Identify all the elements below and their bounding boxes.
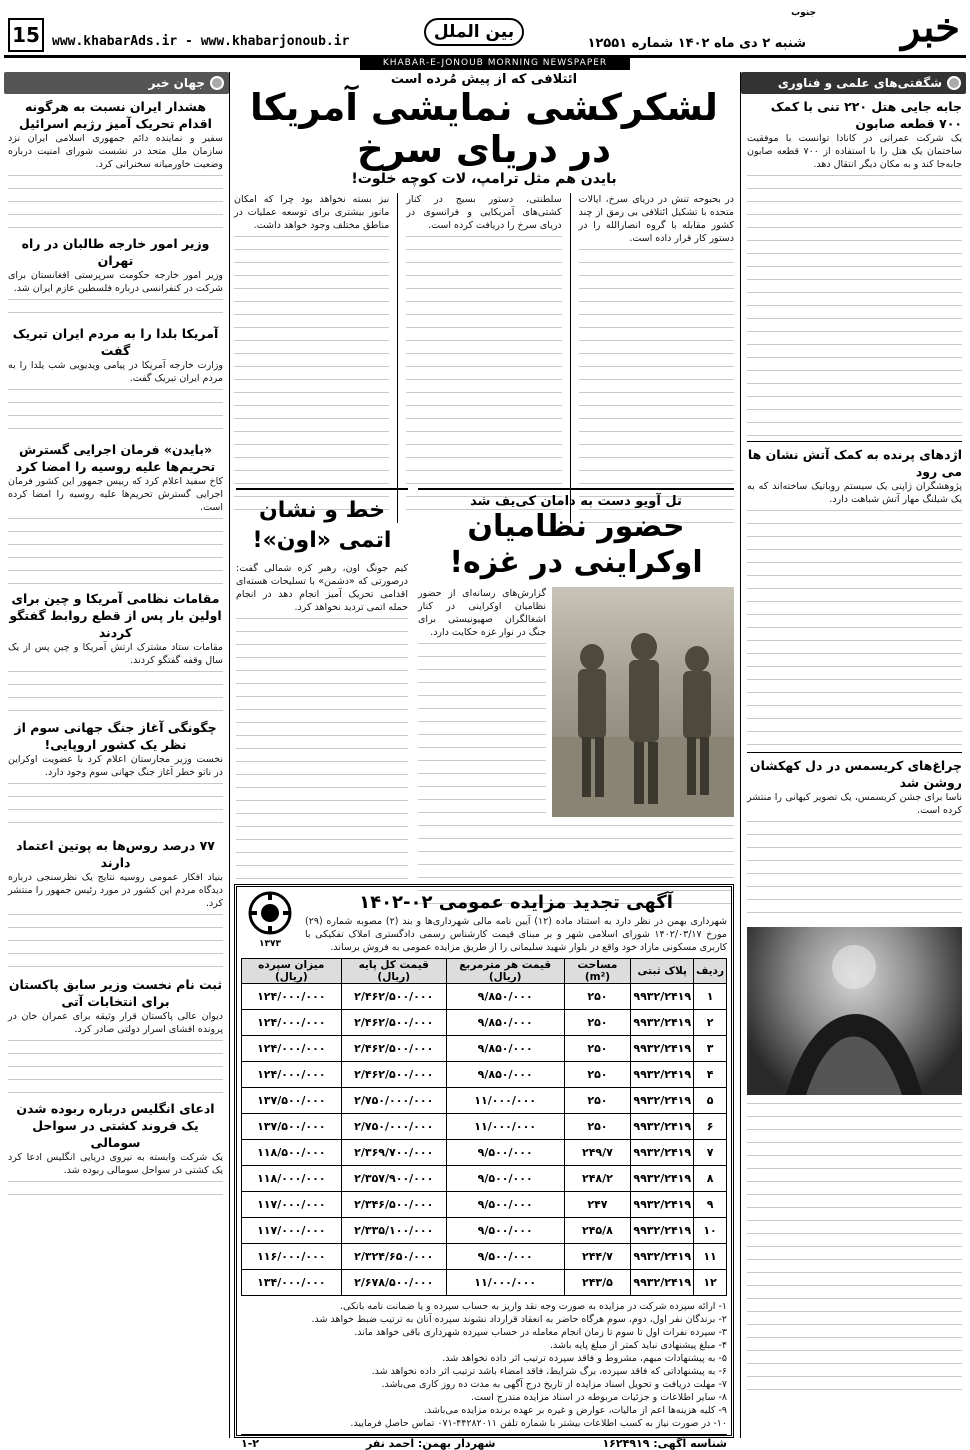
world-news-text: نخست وزیر مجارستان اعلام کرد با عضویت اوکراین در ناتو خطر آغاز جنگ جهانی سوم وجود دارد. bbox=[8, 754, 223, 778]
world-news-text: کاخ سفید اعلام کرد که رییس جمهور این کشور فرمان اجرایی گسترش تحریم‌ها علیه روسیه را امضا کرده است. bbox=[8, 476, 223, 513]
ad-table-cell: ۲/۷۵۰/۰۰۰/۰۰۰ bbox=[341, 1114, 446, 1140]
ad-table-row bbox=[242, 1114, 727, 1140]
ad-table-cell: ۶ bbox=[694, 1114, 727, 1140]
main-story-col1: در بحبوحه تنش در دریای سرخ، ایالات متحده با تشکیل ائتلافی بی رمق از چند کشور مقابله با گروه انصارالله را در دستور کار قرار داده است. bbox=[579, 193, 734, 523]
ad-table-cell: ۹۹۳۲/۲۴۱۹ bbox=[631, 1270, 694, 1296]
story-lead: ناسا برای جشن کریسمس، یک تصویر کیهانی را منتشر کرده است. bbox=[747, 792, 962, 816]
ad-table-cell: ۲۵۰ bbox=[564, 984, 631, 1010]
ad-table-cell: ۹۹۳۲/۲۴۱۹ bbox=[631, 1062, 694, 1088]
ad-table-cell: ۱۲۴/۰۰۰/۰۰۰ bbox=[242, 1036, 342, 1062]
world-news-item bbox=[8, 441, 223, 586]
story-title: جابه جایی هتل ۲۲۰ تنی با کمک ۷۰۰ قطعه صابون bbox=[770, 99, 962, 131]
ad-table-cell: ۱۰ bbox=[694, 1218, 727, 1244]
globe-icon bbox=[947, 76, 961, 90]
ad-table-cell: ۲/۳۶۹/۷۰۰/۰۰۰ bbox=[341, 1140, 446, 1166]
ad-condition: ۷- مهلت دریافت و تحویل اسناد مزایده از تاریخ درج آگهی به مدت ده روز کاری می‌باشد. bbox=[381, 1379, 727, 1390]
ad-condition: ۲- برندگان نفر اول، دوم، سوم هرگاه حاضر به انعقاد قرارداد نشوند سپرده آنان به ترتیب ضبط خواهد شد. bbox=[311, 1314, 727, 1325]
ad-table-cell: ۵ bbox=[694, 1088, 727, 1114]
website-links[interactable]: www.khabarAds.ir - www.khabarjonoub.ir bbox=[52, 34, 350, 49]
ad-table-cell: ۹/۵۰۰/۰۰۰ bbox=[446, 1218, 564, 1244]
story-title: چراغ‌های کریسمس در دل کهکشان روشن شد bbox=[749, 758, 962, 790]
page-number: 15 bbox=[8, 18, 44, 52]
ad-table-cell: ۲۴۹/۷ bbox=[564, 1140, 631, 1166]
ad-table-header: مساحت (m²) bbox=[564, 959, 631, 984]
world-news-header: جهان خبر bbox=[4, 72, 229, 94]
english-ribbon: KHABAR-E-JONOUB MORNING NEWSPAPER bbox=[360, 56, 630, 70]
ad-table-row bbox=[242, 1140, 727, 1166]
story-body bbox=[747, 506, 962, 748]
ad-table-cell: ۱ bbox=[694, 984, 727, 1010]
ad-code: شناسه آگهی: ۱۶۲۴۹۱۹ bbox=[602, 1437, 727, 1450]
ad-table bbox=[241, 958, 727, 1296]
ad-table-cell: ۲/۳۵۷/۹۰۰/۰۰۰ bbox=[341, 1166, 446, 1192]
science-column-header: شگفتی‌های علمی و فناوری bbox=[741, 72, 966, 94]
world-news-title: ثبت نام نخست وزیر سابق پاکستان برای انتخابات آتی bbox=[8, 977, 223, 1009]
ad-table-cell: ۱۱/۰۰۰/۰۰۰ bbox=[446, 1114, 564, 1140]
ad-table-cell: ۹۹۳۲/۲۴۱۹ bbox=[631, 1114, 694, 1140]
world-news-item bbox=[8, 837, 223, 972]
ad-table-cell: ۲۴۸/۲ bbox=[564, 1166, 631, 1192]
ad-table-row bbox=[242, 1244, 727, 1270]
ad-table-header: ردیف bbox=[694, 959, 727, 984]
ad-table-row bbox=[242, 1270, 727, 1296]
ad-table-cell: ۹۹۳۲/۲۴۱۹ bbox=[631, 1140, 694, 1166]
ad-table-cell: ۱۱۶/۰۰۰/۰۰۰ bbox=[242, 1244, 342, 1270]
ad-table-cell: ۲/۴۶۲/۵۰۰/۰۰۰ bbox=[341, 1010, 446, 1036]
ad-table-cell: ۹۹۳۲/۲۴۱۹ bbox=[631, 1036, 694, 1062]
world-news-text: بنیاد افکار عمومی روسیه نتایج یک نظرسنجی درباره دیدگاه مردم این کشور در مورد رئیس جمهور را منتشر کرد. bbox=[8, 872, 223, 909]
ad-table-header: پلاک ثبتی bbox=[631, 959, 694, 984]
main-story-col2: سلطنتی، دستور بسیج در کنار کشتی‌های آمریکایی و فرانسوی در دریای سرخ را دریافت کرده است. bbox=[406, 193, 561, 523]
ad-title: آگهی تجدید مزایده عمومی ۰۲-۱۴۰۲ bbox=[359, 892, 673, 913]
ad-table-cell: ۱۱۸/۰۰۰/۰۰۰ bbox=[242, 1166, 342, 1192]
newspaper-logo: خبر bbox=[901, 4, 960, 51]
ad-table-cell: ۹/۵۰۰/۰۰۰ bbox=[446, 1244, 564, 1270]
ad-table-header: میزان سپرده (ریال) bbox=[242, 959, 342, 984]
main-story-title: لشکرکشی نمایشی آمریکا در دریای سرخ bbox=[250, 86, 718, 171]
world-news-title: وزیر امور خارجه طالبان در راه تهران bbox=[21, 236, 210, 268]
ad-table-cell: ۲۴۵/۸ bbox=[564, 1218, 631, 1244]
world-news-item bbox=[8, 590, 223, 715]
world-news-item bbox=[8, 98, 223, 231]
ad-table-cell: ۱۱/۰۰۰/۰۰۰ bbox=[446, 1088, 564, 1114]
ad-table-cell: ۹/۸۵۰/۰۰۰ bbox=[446, 1062, 564, 1088]
dateline: شنبه ۲ دی ماه ۱۴۰۲ شماره ۱۲۵۵۱ bbox=[587, 36, 806, 51]
story-title: اژدهای پرنده به کمک آتش نشان ها می رود bbox=[747, 447, 962, 479]
world-news-column bbox=[4, 72, 230, 1438]
ad-condition: ۶- به پیشنهاداتی که فاقد سپرده، برگ شرایط، فاقد امضاء باشد ترتیب اثر داده نخواهد شد. bbox=[371, 1366, 727, 1377]
logo-subtitle: جنوب bbox=[791, 8, 816, 18]
ad-table-cell: ۲۵۰ bbox=[564, 1062, 631, 1088]
ad-table-cell: ۹/۵۰۰/۰۰۰ bbox=[446, 1166, 564, 1192]
world-news-title: آمریکا بلدا را به مردم ایران تبریک گفت bbox=[12, 326, 219, 358]
ad-table-cell: ۹۹۳۲/۲۴۱۹ bbox=[631, 1088, 694, 1114]
ad-table-cell: ۹۹۳۲/۲۴۱۹ bbox=[631, 1218, 694, 1244]
ad-table-cell: ۹/۸۵۰/۰۰۰ bbox=[446, 984, 564, 1010]
ad-table-cell: ۴ bbox=[694, 1062, 727, 1088]
world-news-text: مقامات ستاد مشترک ارتش آمریکا و چین پس از یک سال وقفه گفتگو کردند. bbox=[8, 642, 223, 666]
ad-table-cell: ۹/۸۵۰/۰۰۰ bbox=[446, 1036, 564, 1062]
ad-conditions bbox=[241, 1300, 727, 1430]
ad-table-cell: ۲/۴۶۲/۵۰۰/۰۰۰ bbox=[341, 1036, 446, 1062]
globe-icon bbox=[210, 76, 224, 90]
ad-condition: ۵- به پیشنهادات مبهم، مشروط و فاقد سپرده ترتیب اثر داده نخواهد شد. bbox=[442, 1353, 727, 1364]
ad-table-cell: ۲ bbox=[694, 1010, 727, 1036]
ad-table-cell: ۲۴۳/۵ bbox=[564, 1270, 631, 1296]
ad-table-row bbox=[242, 1192, 727, 1218]
ad-table-row bbox=[242, 1088, 727, 1114]
world-news-text: دیوان عالی پاکستان قرار وثیقه برای عمران خان در پرونده افشای اسرار دولتی صادر کرد. bbox=[8, 1011, 223, 1035]
ad-table-cell: ۲۵۰ bbox=[564, 1010, 631, 1036]
ad-table-cell: ۲/۷۵۰/۰۰۰/۰۰۰ bbox=[341, 1088, 446, 1114]
world-news-title: «بایدن» فرمان اجرایی گسترش تحریم‌ها علیه روسیه را امضا کرد bbox=[15, 442, 216, 474]
story-lead: یک شرکت عمرانی در کانادا توانست با موفقیت ساختمان یک هتل را با استفاده از ۷۰۰ قطعه صابون جابه‌جا کند و به مکان دیگر انتقال دهد. bbox=[747, 133, 962, 170]
second-story-lead: گزارش‌های رسانه‌ای از حضور نظامیان اوکراینی در کنار اشغالگران صهیونیستی برای جنگ در نوار غزه حکایت دارد. bbox=[418, 588, 546, 638]
ad-table-cell: ۷ bbox=[694, 1140, 727, 1166]
ad-table-cell: ۹۹۳۲/۲۴۱۹ bbox=[631, 1192, 694, 1218]
side-story-title: خط و نشان اتمی «اون»! bbox=[252, 498, 392, 553]
ad-condition: ۹- کلیه هزینه‌ها اعم از مالیات، عوارض و غیره بر عهده برنده مزایده می‌باشد. bbox=[423, 1405, 727, 1416]
world-news-text: سفیر و نماینده دائم جمهوری اسلامی ایران نزد سازمان ملل متحد در نشست شورای امنیت درباره وضعیت خاورمیانه سخنرانی کرد. bbox=[8, 133, 223, 170]
second-story bbox=[418, 488, 734, 880]
ad-table-cell: ۲/۴۶۲/۵۰۰/۰۰۰ bbox=[341, 984, 446, 1010]
municipality-logo: ۱۳۷۳ bbox=[241, 891, 299, 949]
world-news-title: مقامات نظامی آمریکا و چین برای اولین بار پس از قطع روابط گفتگو کردند bbox=[9, 591, 222, 640]
ad-table-cell: ۲/۶۷۸/۵۰۰/۰۰۰ bbox=[341, 1270, 446, 1296]
main-story bbox=[234, 72, 734, 482]
ad-table-cell: ۹/۵۰۰/۰۰۰ bbox=[446, 1140, 564, 1166]
world-news-text: وزیر امور خارجه حکومت سرپرستی افغانستان برای شرکت در کنفرانسی درباره فلسطین عازم ایران شد. bbox=[8, 270, 223, 294]
ad-condition: ۳- سپرده نفرات اول تا سوم تا زمان انجام معامله در حساب سپرده شهرداری باقی خواهد ماند. bbox=[354, 1327, 727, 1338]
ad-table-row bbox=[242, 1218, 727, 1244]
main-story-kicker: ائتلافی که از پیش مُرده است bbox=[390, 72, 578, 87]
ad-table-row bbox=[242, 1010, 727, 1036]
ad-table-cell: ۲/۳۲۴/۶۵۰/۰۰۰ bbox=[341, 1244, 446, 1270]
ad-condition: ۱۰- در صورت نیاز به کسب اطلاعات بیشتر با شماره تلفن ۴۴۲۸۲۰۱۱-۰۷۱ تماس حاصل فرمایید. bbox=[350, 1418, 727, 1429]
story-lead: پژوهشگران ژاپنی یک سیستم روباتیک ساخته‌اند که به یک شیلنگ مهار آتش شباهت دارد. bbox=[747, 481, 962, 505]
side-story bbox=[236, 488, 408, 880]
world-news-item bbox=[8, 325, 223, 437]
side-story-lead: کیم جونگ اون، رهبر کره شمالی گفت: درصورتی که «دشمن» با تسلیحات هسته‌ای اقدامی تحریک آمیز انجام دهد در انجام حمله اتمی تردید نخواهد کرد. bbox=[236, 563, 408, 613]
ad-table-cell: ۲/۳۴۶/۵۰۰/۰۰۰ bbox=[341, 1192, 446, 1218]
ad-table-cell: ۹/۵۰۰/۰۰۰ bbox=[446, 1192, 564, 1218]
ad-table-cell: ۹۹۳۲/۲۴۱۹ bbox=[631, 1166, 694, 1192]
masthead bbox=[4, 4, 966, 58]
ad-table-header: قیمت هر مترمربع (ریال) bbox=[446, 959, 564, 984]
world-news-item bbox=[8, 976, 223, 1096]
ad-table-cell: ۱۲۴/۰۰۰/۰۰۰ bbox=[242, 1062, 342, 1088]
ad-table-cell: ۹۹۳۲/۲۴۱۹ bbox=[631, 1010, 694, 1036]
story-body bbox=[747, 817, 962, 923]
story-body bbox=[747, 1099, 962, 1399]
ad-table-cell: ۱۱۷/۰۰۰/۰۰۰ bbox=[242, 1192, 342, 1218]
side-story-body bbox=[236, 614, 408, 882]
world-news-item bbox=[8, 235, 223, 321]
second-story-kicker: تل آویو دست به دامان کی‌یف شد bbox=[470, 494, 682, 509]
world-news-text: یک شرکت وابسته به نیروی دریایی انگلیس ادعا کرد یک کشتی در سواحل سومالی ربوده شد. bbox=[8, 1152, 223, 1176]
ad-table-cell: ۹ bbox=[694, 1192, 727, 1218]
auction-ad bbox=[234, 884, 734, 1450]
world-news-text: وزارت خارجه آمریکا در پیامی ویدیویی شب یلدا را به مردم ایران تبریک گفت. bbox=[8, 360, 223, 384]
story-body bbox=[747, 171, 962, 437]
ad-condition: ۴- مبلغ پیشنهادی نباید کمتر از مبلغ پایه باشد. bbox=[550, 1340, 727, 1351]
ad-table-cell: ۱۱ bbox=[694, 1244, 727, 1270]
main-story-col3: نیز بسته نخواهد بود چرا که امکان مانور بیشتری برای توسعه عملیات در مناطق مختلف وجود خواهد داشت. bbox=[234, 193, 389, 523]
ad-table-cell: ۹/۸۵۰/۰۰۰ bbox=[446, 1010, 564, 1036]
ad-table-cell: ۱۲۴/۰۰۰/۰۰۰ bbox=[242, 1010, 342, 1036]
ad-table-row bbox=[242, 1062, 727, 1088]
ad-table-cell: ۱۱/۰۰۰/۰۰۰ bbox=[446, 1270, 564, 1296]
world-news-item bbox=[8, 1100, 223, 1207]
ad-condition: ۱- ارائه سپرده شرکت در مزایده به صورت وجه نقد واریز به حساب سپرده و یا ضمانت نامه بانکی. bbox=[340, 1301, 727, 1312]
ad-table-cell: ۲۴۷ bbox=[564, 1192, 631, 1218]
world-news-title: چگونگی آغاز جنگ جهانی سوم از نظر یک کشور اروپایی! bbox=[14, 720, 217, 752]
section-label: بین الملل bbox=[424, 18, 524, 46]
ad-table-cell: ۲۵۰ bbox=[564, 1088, 631, 1114]
ad-table-cell: ۱۱۷/۰۰۰/۰۰۰ bbox=[242, 1218, 342, 1244]
world-news-title: ادعای انگلیس درباره ربوده شدن یک فروند کشتی در سواحل سومالی bbox=[16, 1101, 215, 1150]
ad-table-cell: ۱۲۴/۰۰۰/۰۰۰ bbox=[242, 984, 342, 1010]
ad-condition: ۸- سایر اطلاعات و جزئیات مربوطه در اسناد مزایده مندرج است. bbox=[470, 1392, 727, 1403]
ad-table-cell: ۲۵۰ bbox=[564, 1114, 631, 1140]
ad-table-cell: ۲/۴۶۲/۵۰۰/۰۰۰ bbox=[341, 1062, 446, 1088]
ad-ref: ۱-۲ bbox=[241, 1437, 259, 1450]
world-news-item bbox=[8, 719, 223, 833]
ad-table-cell: ۲۴۴/۷ bbox=[564, 1244, 631, 1270]
ad-table-cell: ۹۹۳۲/۲۴۱۹ bbox=[631, 984, 694, 1010]
soldiers-photo bbox=[552, 587, 734, 817]
ad-table-cell: ۲/۳۳۵/۱۰۰/۰۰۰ bbox=[341, 1218, 446, 1244]
ad-table-cell: ۲۵۰ bbox=[564, 1036, 631, 1062]
ad-table-header: قیمت کل پایه (ریال) bbox=[341, 959, 446, 984]
ad-table-row bbox=[242, 1166, 727, 1192]
ad-table-cell: ۱۳۷/۵۰۰/۰۰۰ bbox=[242, 1088, 342, 1114]
ad-table-cell: ۱۲ bbox=[694, 1270, 727, 1296]
ad-table-cell: ۱۳۴/۰۰۰/۰۰۰ bbox=[242, 1270, 342, 1296]
ad-signer: شهردار بهمن: احمد نفر bbox=[365, 1437, 496, 1450]
ad-intro: شهرداری بهمن در نظر دارد به استناد ماده (۱۲) آیین نامه مالی شهرداری‌ها و بند (۲) مصوبه شماره (۲۹) مورخ ۱۴۰۲/۰۳/۱۷ شورای اسلامی شهر و بر مبنای قیمت کارشناس رسمی دادگستری املاک تفکیکی با کاربری مسکونی مازاد خود واقع در بلوار شهید سلیمانی را از طریق مزایده عمومی به فروش برساند. bbox=[305, 916, 727, 953]
ad-table-row bbox=[242, 1036, 727, 1062]
world-news-title: ۷۷ درصد روس‌ها به پوتین اعتماد دارند bbox=[16, 838, 215, 870]
ad-table-cell: ۸ bbox=[694, 1166, 727, 1192]
galaxy-photo bbox=[747, 927, 962, 1095]
ad-table-cell: ۳ bbox=[694, 1036, 727, 1062]
ad-table-cell: ۹۹۳۲/۲۴۱۹ bbox=[631, 1244, 694, 1270]
science-column bbox=[740, 72, 966, 1438]
second-story-title: حضور نظامیان اوکراینی در غزه! bbox=[449, 509, 703, 580]
main-story-subtitle: بایدن هم مثل ترامپ، لات کوچه خلوت! bbox=[351, 171, 617, 187]
ad-table-cell: ۱۱۸/۵۰۰/۰۰۰ bbox=[242, 1140, 342, 1166]
world-news-title: هشدار ایران نسبت به هرگونه اقدام تحریک آمیز رژیم اسرائیل bbox=[19, 99, 212, 131]
ad-table-cell: ۱۳۷/۵۰۰/۰۰۰ bbox=[242, 1114, 342, 1140]
ad-table-row bbox=[242, 984, 727, 1010]
